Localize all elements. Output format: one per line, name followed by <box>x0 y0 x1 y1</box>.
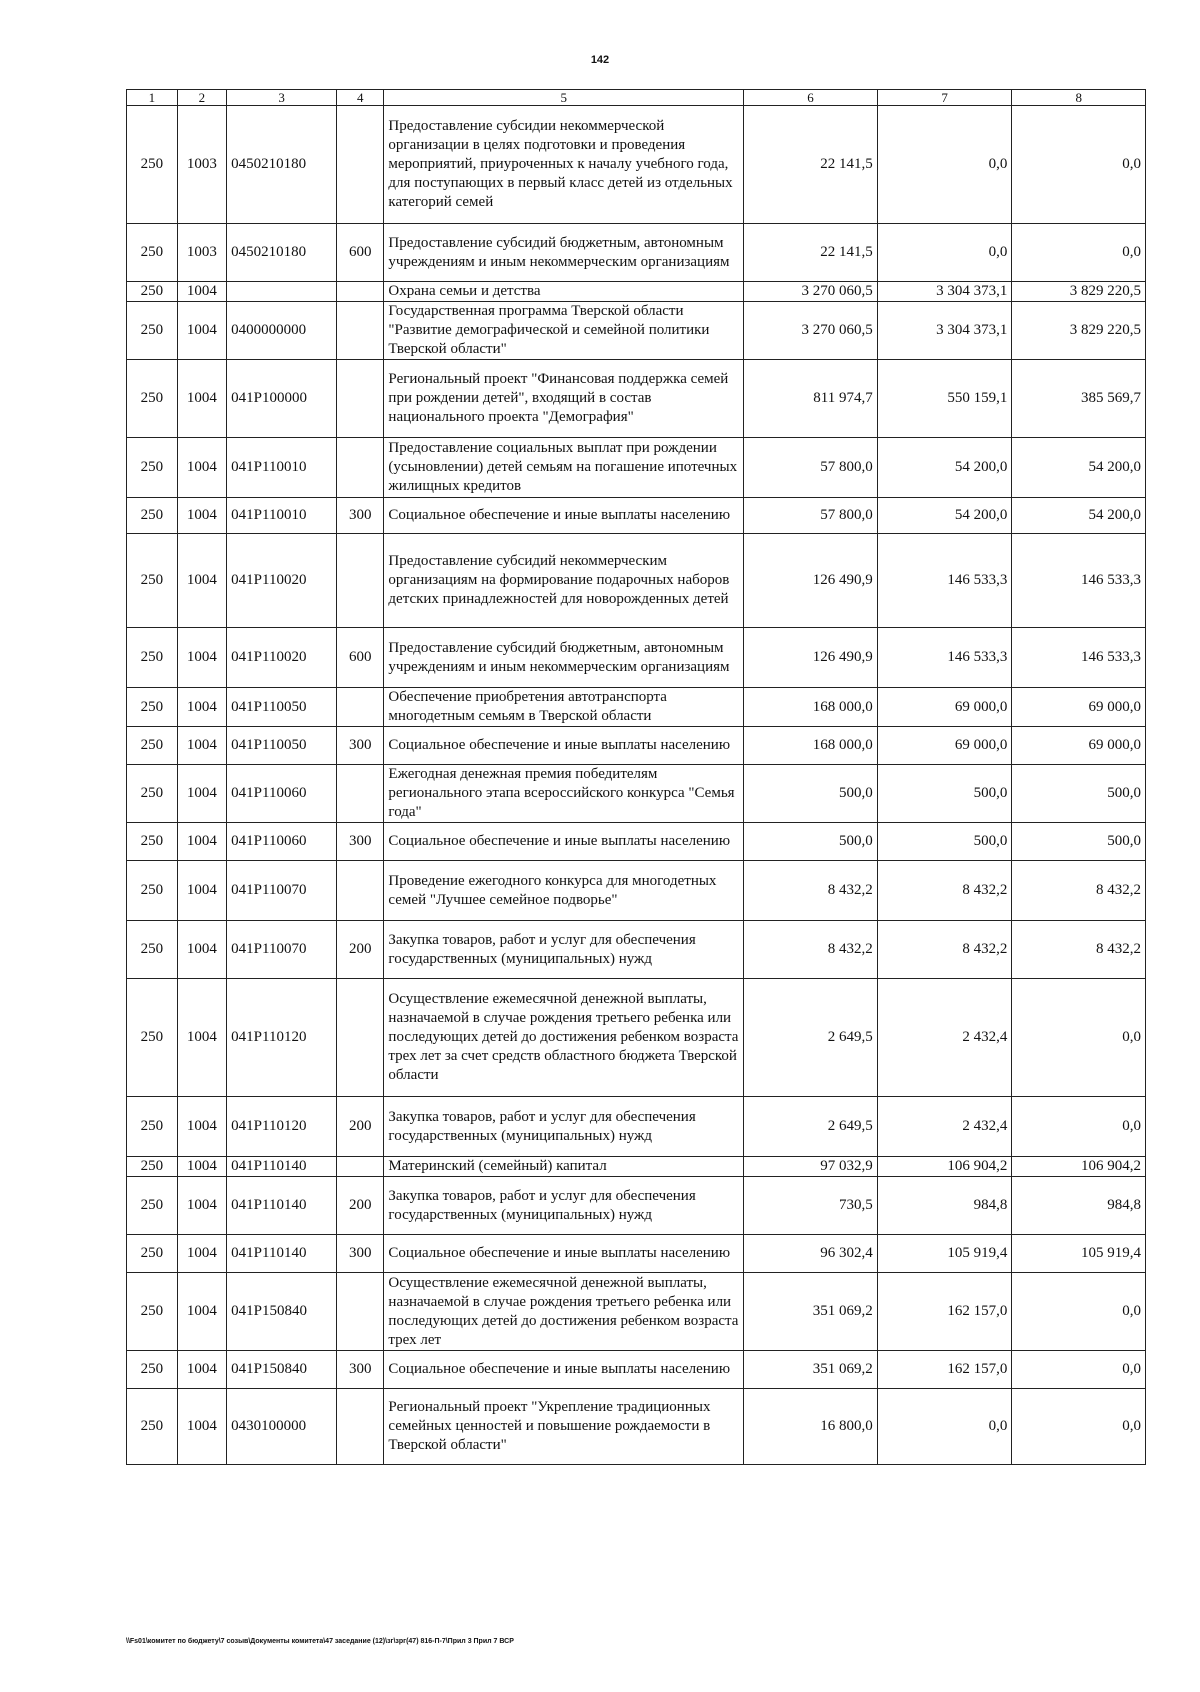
description-cell: Социальное обеспечение и иные выплаты населению <box>384 1235 744 1273</box>
amount-year2-cell: 54 200,0 <box>877 498 1012 534</box>
amount-year1-cell: 97 032,9 <box>744 1157 878 1177</box>
amount-year2-cell: 500,0 <box>877 823 1012 861</box>
amount-year1-cell: 126 490,9 <box>744 534 878 628</box>
expense-type-cell <box>337 106 384 224</box>
expense-type-cell: 200 <box>337 1097 384 1157</box>
amount-year1-cell: 22 141,5 <box>744 224 878 282</box>
section-code-cell: 250 <box>127 498 178 534</box>
table-row <box>127 979 1146 1097</box>
subsection-code-cell: 1003 <box>177 106 227 224</box>
table-row <box>127 438 1146 498</box>
column-header: 1 <box>127 90 178 106</box>
expense-type-cell <box>337 861 384 921</box>
section-code-cell: 250 <box>127 688 178 727</box>
description-cell: Государственная программа Тверской области "Развитие демографической и семейной политики Тверской области" <box>384 302 744 360</box>
amount-year3-cell: 105 919,4 <box>1012 1235 1146 1273</box>
target-article-cell: 041P110140 <box>227 1177 337 1235</box>
column-header: 3 <box>227 90 337 106</box>
subsection-code-cell: 1004 <box>177 360 227 438</box>
subsection-code-cell: 1004 <box>177 1389 227 1465</box>
subsection-code-cell: 1004 <box>177 1351 227 1389</box>
target-article-cell: 041P110050 <box>227 688 337 727</box>
subsection-code-cell: 1004 <box>177 688 227 727</box>
section-code-cell: 250 <box>127 1177 178 1235</box>
amount-year2-cell: 162 157,0 <box>877 1351 1012 1389</box>
expense-type-cell: 200 <box>337 921 384 979</box>
amount-year1-cell: 2 649,5 <box>744 979 878 1097</box>
expense-type-cell <box>337 302 384 360</box>
section-code-cell: 250 <box>127 360 178 438</box>
amount-year2-cell: 105 919,4 <box>877 1235 1012 1273</box>
description-cell: Обеспечение приобретения автотранспорта многодетным семьям в Тверской области <box>384 688 744 727</box>
expense-type-cell: 600 <box>337 628 384 688</box>
amount-year2-cell: 69 000,0 <box>877 688 1012 727</box>
amount-year3-cell: 0,0 <box>1012 1389 1146 1465</box>
table-row <box>127 1097 1146 1157</box>
amount-year3-cell: 0,0 <box>1012 224 1146 282</box>
section-code-cell: 250 <box>127 861 178 921</box>
expense-type-cell: 200 <box>337 1177 384 1235</box>
description-cell: Предоставление социальных выплат при рождении (усыновлении) детей семьям на погашение ипотечных жилищных кредитов <box>384 438 744 498</box>
table-row <box>127 360 1146 438</box>
target-article-cell: 0400000000 <box>227 302 337 360</box>
target-article-cell: 041P110070 <box>227 921 337 979</box>
expense-type-cell: 300 <box>337 1235 384 1273</box>
amount-year1-cell: 57 800,0 <box>744 498 878 534</box>
description-cell: Социальное обеспечение и иные выплаты населению <box>384 823 744 861</box>
amount-year2-cell: 162 157,0 <box>877 1273 1012 1351</box>
description-cell: Проведение ежегодного конкурса для многодетных семей "Лучшее семейное подворье" <box>384 861 744 921</box>
target-article-cell: 041P110140 <box>227 1157 337 1177</box>
subsection-code-cell: 1004 <box>177 534 227 628</box>
description-cell: Региональный проект "Финансовая поддержка семей при рождении детей", входящий в состав национального проекта "Демография" <box>384 360 744 438</box>
description-cell: Ежегодная денежная премия победителям регионального этапа всероссийского конкурса "Семья года" <box>384 765 744 823</box>
amount-year3-cell: 0,0 <box>1012 979 1146 1097</box>
amount-year1-cell: 500,0 <box>744 823 878 861</box>
table-row <box>127 688 1146 727</box>
column-header: 5 <box>384 90 744 106</box>
description-cell: Социальное обеспечение и иные выплаты населению <box>384 498 744 534</box>
section-code-cell: 250 <box>127 727 178 765</box>
amount-year1-cell: 500,0 <box>744 765 878 823</box>
section-code-cell: 250 <box>127 823 178 861</box>
expense-type-cell <box>337 534 384 628</box>
subsection-code-cell: 1004 <box>177 765 227 823</box>
table-row <box>127 534 1146 628</box>
subsection-code-cell: 1004 <box>177 1177 227 1235</box>
amount-year2-cell: 146 533,3 <box>877 534 1012 628</box>
section-code-cell: 250 <box>127 628 178 688</box>
expense-type-cell <box>337 282 384 302</box>
target-article-cell: 041P110050 <box>227 727 337 765</box>
target-article-cell: 041P110020 <box>227 628 337 688</box>
table-row <box>127 282 1146 302</box>
amount-year1-cell: 96 302,4 <box>744 1235 878 1273</box>
section-code-cell: 250 <box>127 106 178 224</box>
table-row <box>127 861 1146 921</box>
target-article-cell: 041P100000 <box>227 360 337 438</box>
description-cell: Социальное обеспечение и иные выплаты населению <box>384 727 744 765</box>
amount-year2-cell: 8 432,2 <box>877 861 1012 921</box>
target-article-cell: 041P150840 <box>227 1273 337 1351</box>
amount-year1-cell: 8 432,2 <box>744 861 878 921</box>
column-header: 8 <box>1012 90 1146 106</box>
page-number: 142 <box>590 54 610 66</box>
amount-year3-cell: 500,0 <box>1012 765 1146 823</box>
target-article-cell: 041P110010 <box>227 438 337 498</box>
subsection-code-cell: 1004 <box>177 628 227 688</box>
subsection-code-cell: 1004 <box>177 282 227 302</box>
table-row <box>127 224 1146 282</box>
target-article-cell: 041P110140 <box>227 1235 337 1273</box>
column-header: 6 <box>744 90 878 106</box>
amount-year2-cell: 8 432,2 <box>877 921 1012 979</box>
amount-year3-cell: 0,0 <box>1012 1097 1146 1157</box>
amount-year3-cell: 3 829 220,5 <box>1012 302 1146 360</box>
description-cell: Социальное обеспечение и иные выплаты населению <box>384 1351 744 1389</box>
amount-year3-cell: 0,0 <box>1012 106 1146 224</box>
amount-year3-cell: 146 533,3 <box>1012 534 1146 628</box>
footer-file-path: \\Fs01\комитет по бюджету\7 созыв\Документы комитета\47 заседание (12)\зг\зрг(47) 816-П-7\Прил 3 Прил 7 ВСР <box>126 1638 514 1645</box>
amount-year2-cell: 146 533,3 <box>877 628 1012 688</box>
expense-type-cell <box>337 979 384 1097</box>
amount-year3-cell: 500,0 <box>1012 823 1146 861</box>
target-article-cell: 041P110060 <box>227 823 337 861</box>
amount-year2-cell: 984,8 <box>877 1177 1012 1235</box>
amount-year3-cell: 54 200,0 <box>1012 438 1146 498</box>
amount-year2-cell: 500,0 <box>877 765 1012 823</box>
amount-year1-cell: 811 974,7 <box>744 360 878 438</box>
amount-year1-cell: 22 141,5 <box>744 106 878 224</box>
table-row <box>127 1177 1146 1235</box>
expense-type-cell: 600 <box>337 224 384 282</box>
amount-year2-cell: 0,0 <box>877 1389 1012 1465</box>
amount-year2-cell: 3 304 373,1 <box>877 282 1012 302</box>
subsection-code-cell: 1003 <box>177 224 227 282</box>
target-article-cell: 041P110120 <box>227 1097 337 1157</box>
expense-type-cell <box>337 1389 384 1465</box>
target-article-cell: 041P110060 <box>227 765 337 823</box>
target-article-cell: 041P110120 <box>227 979 337 1097</box>
amount-year3-cell: 69 000,0 <box>1012 727 1146 765</box>
amount-year1-cell: 351 069,2 <box>744 1351 878 1389</box>
section-code-cell: 250 <box>127 1273 178 1351</box>
description-cell: Предоставление субсидий бюджетным, автономным учреждениям и иным некоммерческим организациям <box>384 224 744 282</box>
expense-type-cell: 300 <box>337 727 384 765</box>
table-row <box>127 628 1146 688</box>
column-header: 2 <box>177 90 227 106</box>
target-article-cell <box>227 282 337 302</box>
section-code-cell: 250 <box>127 1235 178 1273</box>
amount-year2-cell: 2 432,4 <box>877 979 1012 1097</box>
subsection-code-cell: 1004 <box>177 498 227 534</box>
amount-year3-cell: 8 432,2 <box>1012 861 1146 921</box>
section-code-cell: 250 <box>127 302 178 360</box>
table-row <box>127 106 1146 224</box>
table-row <box>127 1389 1146 1465</box>
amount-year3-cell: 984,8 <box>1012 1177 1146 1235</box>
amount-year1-cell: 8 432,2 <box>744 921 878 979</box>
amount-year1-cell: 351 069,2 <box>744 1273 878 1351</box>
expense-type-cell <box>337 688 384 727</box>
subsection-code-cell: 1004 <box>177 921 227 979</box>
section-code-cell: 250 <box>127 534 178 628</box>
amount-year1-cell: 730,5 <box>744 1177 878 1235</box>
amount-year2-cell: 2 432,4 <box>877 1097 1012 1157</box>
amount-year3-cell: 69 000,0 <box>1012 688 1146 727</box>
amount-year1-cell: 3 270 060,5 <box>744 302 878 360</box>
section-code-cell: 250 <box>127 1097 178 1157</box>
target-article-cell: 041P110020 <box>227 534 337 628</box>
subsection-code-cell: 1004 <box>177 727 227 765</box>
amount-year3-cell: 0,0 <box>1012 1351 1146 1389</box>
amount-year1-cell: 2 649,5 <box>744 1097 878 1157</box>
subsection-code-cell: 1004 <box>177 438 227 498</box>
section-code-cell: 250 <box>127 1351 178 1389</box>
subsection-code-cell: 1004 <box>177 1157 227 1177</box>
amount-year2-cell: 3 304 373,1 <box>877 302 1012 360</box>
table-row <box>127 1351 1146 1389</box>
section-code-cell: 250 <box>127 282 178 302</box>
description-cell: Материнский (семейный) капитал <box>384 1157 744 1177</box>
amount-year3-cell: 3 829 220,5 <box>1012 282 1146 302</box>
expense-type-cell <box>337 360 384 438</box>
table-header-row <box>127 90 1146 106</box>
target-article-cell: 041P110010 <box>227 498 337 534</box>
table-row <box>127 765 1146 823</box>
description-cell: Предоставление субсидий некоммерческим организациям на формирование подарочных наборов детских принадлежностей для новорожденных детей <box>384 534 744 628</box>
amount-year2-cell: 69 000,0 <box>877 727 1012 765</box>
subsection-code-cell: 1004 <box>177 1097 227 1157</box>
expense-type-cell: 300 <box>337 823 384 861</box>
target-article-cell: 041P150840 <box>227 1351 337 1389</box>
expense-type-cell: 300 <box>337 498 384 534</box>
amount-year3-cell: 146 533,3 <box>1012 628 1146 688</box>
subsection-code-cell: 1004 <box>177 1235 227 1273</box>
amount-year3-cell: 106 904,2 <box>1012 1157 1146 1177</box>
amount-year1-cell: 168 000,0 <box>744 727 878 765</box>
amount-year2-cell: 106 904,2 <box>877 1157 1012 1177</box>
description-cell: Предоставление субсидии некоммерческой организации в целях подготовки и проведения мероприятий, приуроченных к началу учебного года, для поступающих в первый класс детей из отдельных категорий семей <box>384 106 744 224</box>
amount-year3-cell: 0,0 <box>1012 1273 1146 1351</box>
table-row <box>127 1273 1146 1351</box>
section-code-cell: 250 <box>127 438 178 498</box>
table-row <box>127 1157 1146 1177</box>
amount-year3-cell: 385 569,7 <box>1012 360 1146 438</box>
description-cell: Закупка товаров, работ и услуг для обеспечения государственных (муниципальных) нужд <box>384 921 744 979</box>
subsection-code-cell: 1004 <box>177 302 227 360</box>
description-cell: Предоставление субсидий бюджетным, автономным учреждениям и иным некоммерческим организациям <box>384 628 744 688</box>
table-row <box>127 727 1146 765</box>
table-row <box>127 498 1146 534</box>
section-code-cell: 250 <box>127 1389 178 1465</box>
subsection-code-cell: 1004 <box>177 823 227 861</box>
subsection-code-cell: 1004 <box>177 979 227 1097</box>
subsection-code-cell: 1004 <box>177 861 227 921</box>
target-article-cell: 041P110070 <box>227 861 337 921</box>
target-article-cell: 0430100000 <box>227 1389 337 1465</box>
amount-year3-cell: 54 200,0 <box>1012 498 1146 534</box>
table-row <box>127 302 1146 360</box>
amount-year1-cell: 16 800,0 <box>744 1389 878 1465</box>
section-code-cell: 250 <box>127 765 178 823</box>
table-row <box>127 921 1146 979</box>
amount-year2-cell: 54 200,0 <box>877 438 1012 498</box>
description-cell: Охрана семьи и детства <box>384 282 744 302</box>
description-cell: Закупка товаров, работ и услуг для обеспечения государственных (муниципальных) нужд <box>384 1177 744 1235</box>
section-code-cell: 250 <box>127 921 178 979</box>
amount-year1-cell: 3 270 060,5 <box>744 282 878 302</box>
expense-type-cell <box>337 438 384 498</box>
table-row <box>127 1235 1146 1273</box>
section-code-cell: 250 <box>127 224 178 282</box>
description-cell: Осуществление ежемесячной денежной выплаты, назначаемой в случае рождения третьего ребенка или последующих детей до достижения ребенком возраста трех лет <box>384 1273 744 1351</box>
amount-year2-cell: 550 159,1 <box>877 360 1012 438</box>
amount-year2-cell: 0,0 <box>877 106 1012 224</box>
description-cell: Осуществление ежемесячной денежной выплаты, назначаемой в случае рождения третьего ребенка или последующих детей до достижения ребенком возраста трех лет за счет средств областного бюджета Тверской области <box>384 979 744 1097</box>
section-code-cell: 250 <box>127 1157 178 1177</box>
budget-table <box>126 89 1146 1465</box>
amount-year1-cell: 168 000,0 <box>744 688 878 727</box>
table-row <box>127 823 1146 861</box>
amount-year1-cell: 57 800,0 <box>744 438 878 498</box>
column-header: 7 <box>877 90 1012 106</box>
target-article-cell: 0450210180 <box>227 106 337 224</box>
section-code-cell: 250 <box>127 979 178 1097</box>
expense-type-cell <box>337 1273 384 1351</box>
amount-year3-cell: 8 432,2 <box>1012 921 1146 979</box>
target-article-cell: 0450210180 <box>227 224 337 282</box>
expense-type-cell <box>337 1157 384 1177</box>
subsection-code-cell: 1004 <box>177 1273 227 1351</box>
column-header: 4 <box>337 90 384 106</box>
description-cell: Закупка товаров, работ и услуг для обеспечения государственных (муниципальных) нужд <box>384 1097 744 1157</box>
amount-year1-cell: 126 490,9 <box>744 628 878 688</box>
expense-type-cell <box>337 765 384 823</box>
amount-year2-cell: 0,0 <box>877 224 1012 282</box>
expense-type-cell: 300 <box>337 1351 384 1389</box>
description-cell: Региональный проект "Укрепление традиционных семейных ценностей и повышение рождаемости в Тверской области" <box>384 1389 744 1465</box>
